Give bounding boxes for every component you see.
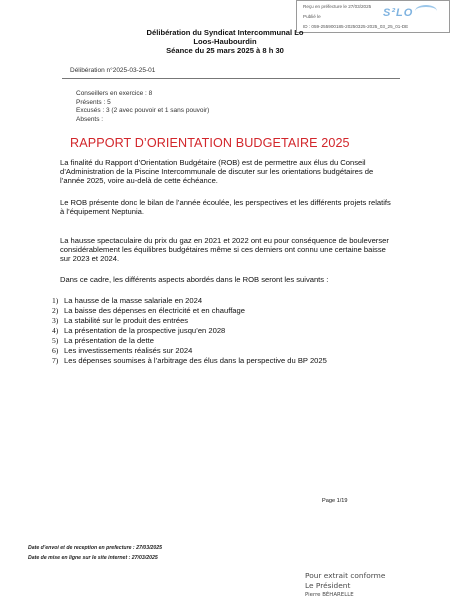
- list-item: 4) La présentation de la prospective jusqu’en 2028: [52, 326, 226, 335]
- list-item: 1) La hausse de la masse salariale en 2024: [52, 296, 203, 305]
- stamp-published: Publié le: [303, 14, 321, 19]
- list-item: 3) La stabilité sur le produit des entrées: [52, 316, 189, 325]
- paragraph-gas-price: La hausse spectaculaire du prix du gaz en 2021 et 2022 ont eu pour conséquence de bouleverser considérablement les équilibres budgétaires même si ces derniers ont connu une certaine baisse sur 2023 et 2024.: [60, 236, 389, 263]
- header-seance: Séance du 25 mars 2025 à 8 h 30: [166, 46, 284, 55]
- deliberation-number: Délibération n°2025-03-25-01: [70, 67, 156, 74]
- stamp-id: ID : 059-255900185-20250325-2025_03_25_01-DE: [303, 24, 409, 29]
- header-divider: [62, 78, 400, 79]
- conseillers-count: Conseillers en exercice : 8: [76, 90, 153, 97]
- header-commune: Loos-Haubourdin: [193, 37, 257, 46]
- s2lo-logo: S²LO: [383, 7, 414, 19]
- presents-count: Présents : 5: [76, 98, 111, 106]
- footer-envoi-date: Date d’envoi et de reception en prefecture : 27/03/2025: [28, 545, 163, 551]
- paragraph-purpose: La finalité du Rapport d’Orientation Budgétaire (ROB) est de permettre aux élus du Conseil d’Administration de la Piscine Intercommunale de discuter sur les orientations budgétaires de l’année 2025, voire au-delà de cette échéance.: [60, 158, 374, 185]
- list-item: 2) La baisse des dépenses en électricité et en chauffage: [52, 306, 245, 315]
- stamp-received-date: Reçu en préfecture le 27/03/2025: [303, 4, 372, 9]
- attendance-block: [76, 90, 209, 124]
- report-title: RAPPORT D’ORIENTATION BUDGETAIRE 2025: [70, 136, 350, 150]
- absents-count: Absents :: [76, 115, 104, 123]
- aspects-list: [52, 296, 327, 366]
- list-item: 6) Les investissements réalisés sur 2024: [52, 346, 193, 355]
- page-number: Page 1/19: [322, 498, 348, 504]
- excuses-count: Excusés : 3 (2 avec pouvoir et 1 sans pouvoir): [76, 107, 210, 115]
- signature-name: Pierre BÉHARELLE: [305, 592, 354, 598]
- list-item: 7) Les dépenses soumises à l’arbitrage des élus dans la perspective du BP 2025: [52, 356, 327, 365]
- signature-extrait-conforme: Pour extrait conforme: [305, 571, 386, 580]
- s2lo-logo-swoosh: [415, 5, 437, 17]
- paragraph-rob-content: Le ROB présente donc le bilan de l’année écoulée, les perspectives et les différents projets relatifs à l’équipement Neptunia.: [60, 198, 391, 216]
- header-syndicat: Délibération du Syndicat Intercommunal Lo: [146, 28, 304, 37]
- signature-title: Le Président: [305, 581, 351, 590]
- list-item: 5) La présentation de la dette: [52, 336, 154, 345]
- paragraph-aspects-intro: Dans ce cadre, les différents aspects abordés dans le ROB seront les suivants :: [60, 275, 329, 284]
- footer-mise-en-ligne-date: Date de mise en ligne sur le site internet : 27/03/2025: [28, 555, 158, 561]
